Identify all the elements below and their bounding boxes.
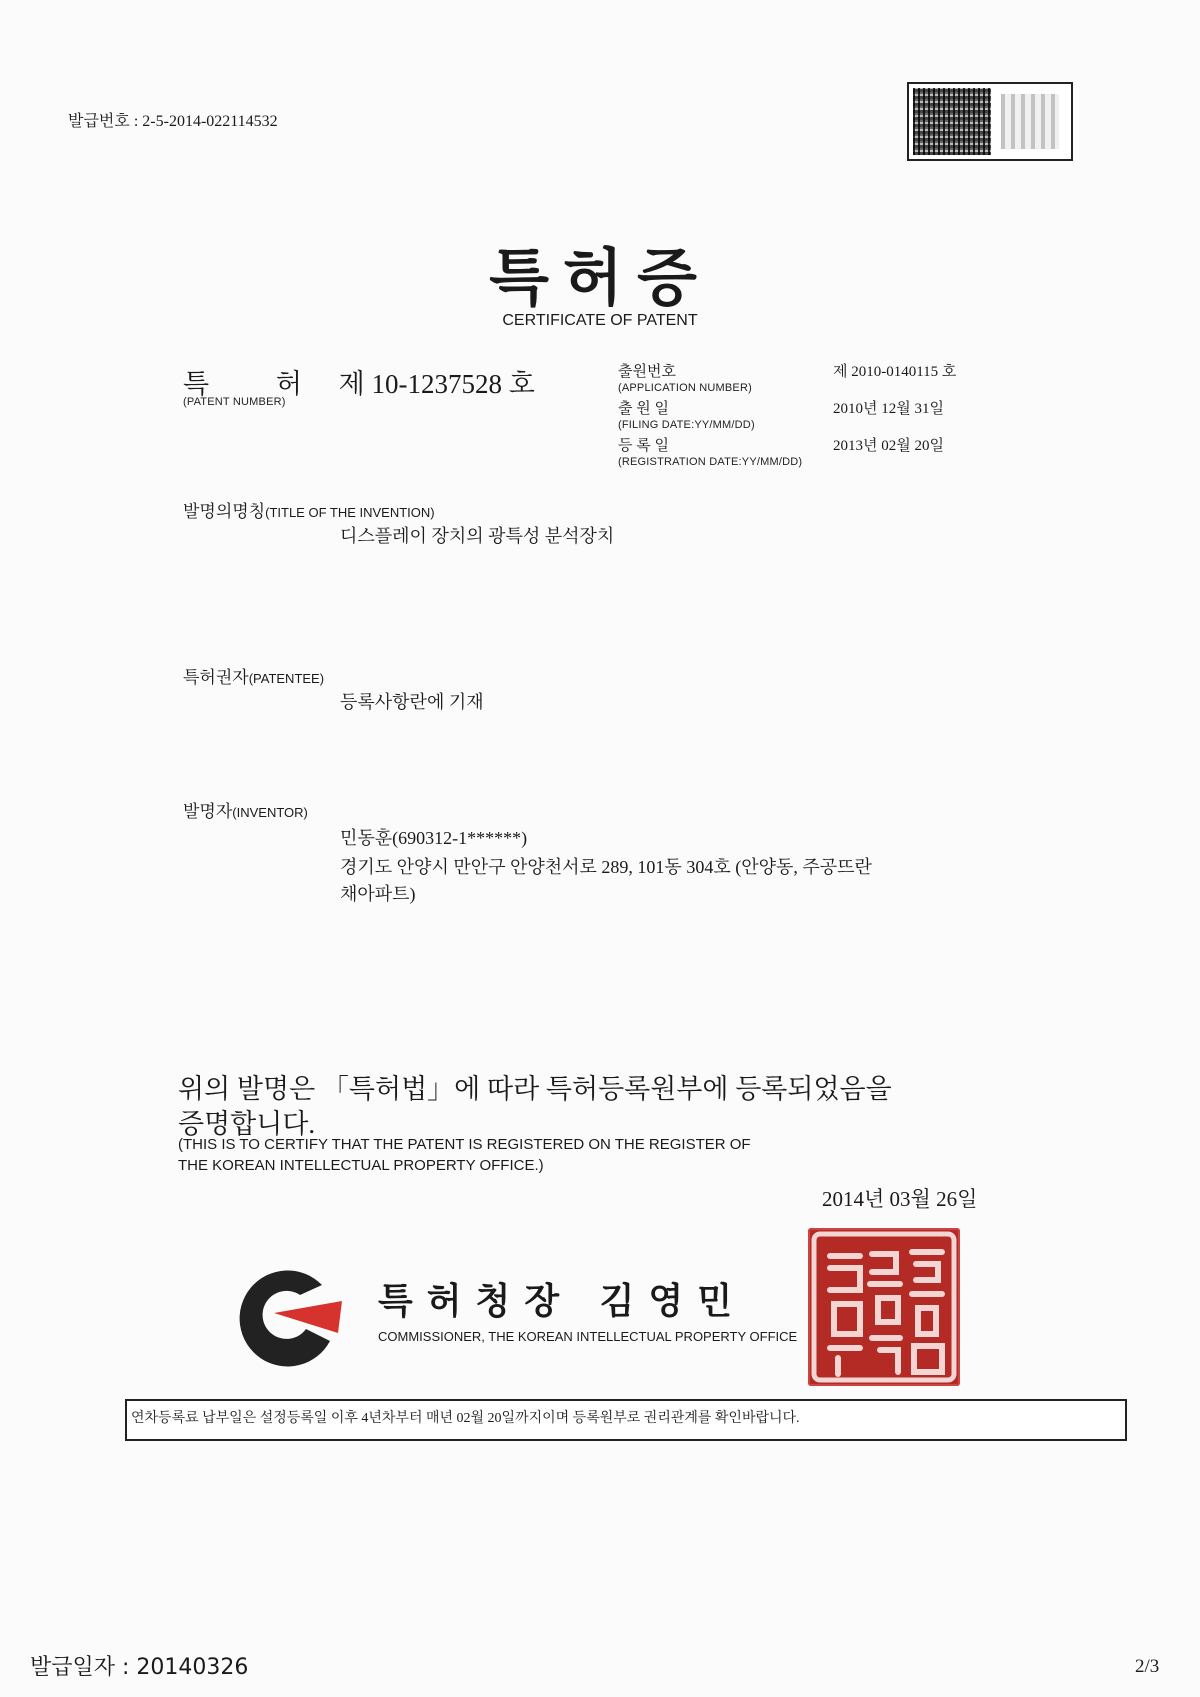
commissioner-title-en: COMMISSIONER, THE KOREAN INTELLECTUAL PROPERTY OFFICE (378, 1329, 798, 1344)
official-seal-icon (808, 1228, 960, 1386)
inventor-address-line1: 경기도 안양시 만안구 안양천서로 289, 101동 304호 (안양동, 주공뜨란 (340, 857, 872, 877)
registration-date-en: (REGISTRATION DATE:YY/MM/DD) (618, 456, 803, 468)
patent-number-en: (PATENT NUMBER) (183, 396, 286, 408)
application-number-en: (APPLICATION NUMBER) (618, 382, 752, 394)
application-number-label: 출원번호 (618, 364, 676, 380)
notice-text: 연차등록료 납부일은 설정등록일 이후 4년차부터 매년 02월 20일까지이며 등록원부로 권리관계를 확인바랍니다. (131, 1411, 800, 1426)
patentee-label (183, 663, 324, 688)
filing-date-en: (FILING DATE:YY/MM/DD) (618, 419, 755, 431)
certification-text-line1: 위의 발명은 「특허법」에 따라 특허등록원부에 등록되었음을 (178, 1074, 892, 1104)
application-number-value: 제 2010-0140115 호 (833, 364, 957, 380)
inventor-label (183, 797, 308, 822)
invention-title-label-ko: 발명의명칭 (183, 502, 266, 521)
inventor-label-ko: 발명자 (183, 802, 233, 821)
registration-date-label: 등 록 일 (618, 438, 669, 454)
certification-en-line2: THE KOREAN INTELLECTUAL PROPERTY OFFICE.) (178, 1157, 544, 1174)
filing-date-value: 2010년 12월 31일 (833, 401, 944, 417)
commissioner-name: 특허청장 김영민 (378, 1281, 746, 1322)
registration-date-value: 2013년 02월 20일 (833, 438, 944, 454)
certification-date: 2014년 03월 26일 (822, 1187, 978, 1211)
issue-number (68, 108, 278, 131)
patentee-value: 등록사항란에 기재 (340, 692, 484, 712)
invention-title-label (183, 497, 435, 522)
inventor-address-line2: 채아파트) (340, 884, 416, 904)
document-barcode (907, 82, 1073, 161)
kipo-logo-icon (230, 1255, 350, 1375)
issue-number-label: 발급번호 : (68, 113, 139, 130)
patentee-label-ko: 특허권자 (183, 668, 249, 687)
barcode-stamp (1001, 94, 1059, 149)
page-title: 특허증 (489, 241, 711, 314)
patentee-label-en: (PATENTEE) (248, 671, 325, 686)
page-title-en: CERTIFICATE OF PATENT (502, 312, 698, 329)
page-number: 2/3 (1135, 1656, 1160, 1677)
inventor-name: 민동훈(690312-1******) (340, 828, 528, 848)
certification-text-line2: 증명합니다. (178, 1109, 316, 1139)
patent-number-label: 특 허 (183, 369, 332, 399)
certification-en-line1: (THIS IS TO CERTIFY THAT THE PATENT IS REGISTERED ON THE REGISTER OF (178, 1136, 751, 1153)
patent-number-value: 제 10-1237528 호 (338, 369, 535, 399)
inventor-label-en: (INVENTOR) (232, 805, 308, 820)
invention-title-value: 디스플레이 장치의 광특성 분석장치 (340, 526, 615, 546)
issue-number-value: 2-5-2014-022114532 (142, 113, 278, 130)
qr-code-icon (913, 88, 991, 155)
issue-date: 발급일자 : 20140326 (30, 1655, 249, 1680)
invention-title-label-en: (TITLE OF THE INVENTION) (265, 505, 435, 520)
filing-date-label: 출 원 일 (618, 401, 669, 417)
